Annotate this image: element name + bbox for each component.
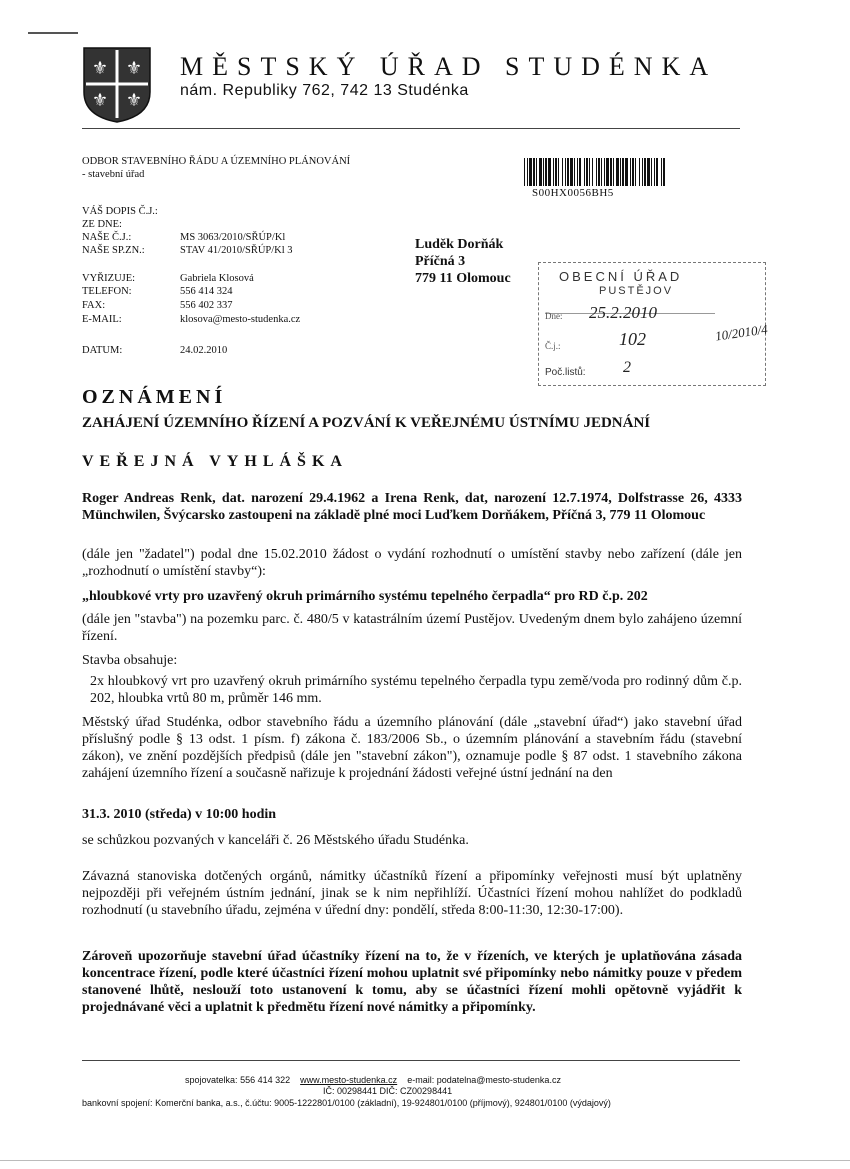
barcode-bar <box>555 158 557 186</box>
stamp-side-note: 10/2010/4 <box>714 321 769 344</box>
footer-contact <box>185 1075 561 1085</box>
barcode-bar <box>533 158 535 186</box>
department <box>82 155 350 181</box>
stamp-date: 25.2.2010 <box>589 303 657 322</box>
svg-text:⚜: ⚜ <box>125 90 143 111</box>
barcode-bar <box>625 158 628 186</box>
barcode-bar <box>584 158 585 186</box>
svg-text:⚜: ⚜ <box>91 58 109 79</box>
barcode-bar <box>639 158 640 186</box>
notice-paragraph: Zároveň upozorňuje stavební úřad účastníky řízení na to, že v řízeních, ve kterých je uplatňována zásada koncentrace řízení, podle které účastníci řízení mohou uplatnit své připomínky nebo námitky pouze v předem stanovené lhůtě, neslouží toto ustanovení k tomu, aby se účastníci řízení mohli opětovně vyjádřit k projednávané věci a uplatnit k předmětu řízení nové námitky a připomínky. <box>82 949 742 1015</box>
meta-value: 556 402 337 <box>180 300 233 311</box>
stamp-date-label: Dne: <box>545 311 563 321</box>
hearing-date: 31.3. 2010 (středa) v 10:00 hodin <box>82 807 277 822</box>
public-notice-label: VEŘEJNÁ VYHLÁŠKA <box>82 453 348 470</box>
barcode-bar <box>654 158 655 186</box>
barcode-bar <box>558 158 559 186</box>
barcode-bar <box>647 158 650 186</box>
footer-phone-label: spojovatelka: <box>185 1075 238 1085</box>
meta-value: klosova@mesto-studenka.cz <box>180 314 301 325</box>
body-paragraph: Stavba obsahuje: <box>82 653 178 668</box>
meta-value: STAV 41/2010/SŘÚP/Kl 3 <box>180 245 293 256</box>
barcode-bar <box>553 158 554 186</box>
barcode-bar <box>579 158 581 186</box>
barcode-bar <box>548 158 551 186</box>
meta-label: E-MAIL: <box>82 314 122 325</box>
body-paragraph: 2x hloubkový vrt pro uzavřený okruh primárního systému tepelného čerpadla typu země/voda pro rodinný dům č.p. 202, hloubka vrtů 80 m, průměr 146 mm. <box>90 674 742 706</box>
stamp-cj-label: Č.j.: <box>545 341 561 351</box>
barcode-bar <box>630 158 631 186</box>
coat-of-arms-icon <box>82 46 152 124</box>
department-sub: - stavební úřad <box>82 169 145 180</box>
meta-label: TELEFON: <box>82 286 132 297</box>
barcode-bar <box>644 158 646 186</box>
meta-label: VYŘIZUJE: <box>82 273 136 284</box>
barcode-bar <box>527 158 528 186</box>
meta-value: 24.02.2010 <box>180 345 228 356</box>
meta-label: DATUM: <box>82 345 123 356</box>
stamp-count: 2 <box>623 359 631 376</box>
meta-label: ZE DNE: <box>82 219 122 230</box>
body-paragraph: (dále jen "žadatel") podal dne 15.02.2010 žádost o vydání rozhodnutí o umístění stavby nebo zařízení (dále jen „rozhodnutí o umístění stavby“): <box>82 547 742 579</box>
footer-bank-details: Komerční banka, a.s., č.účtu: 9005-1222801/0100 (základní), 19-924801/0100 (příjmový), 924801/0100 (výdajový) <box>155 1098 611 1108</box>
footer-phone: 556 414 322 <box>240 1075 291 1085</box>
barcode-bar <box>663 158 665 186</box>
footer-bank <box>82 1098 611 1108</box>
barcode-bar <box>539 158 542 186</box>
stamp-cj: 102 <box>619 329 646 349</box>
document-heading: OZNÁMENÍ <box>82 386 227 408</box>
scan-mark <box>28 32 78 34</box>
barcode-number: S00HX0056BH5 <box>532 187 614 199</box>
barcode-bar <box>586 158 588 186</box>
footer-bank-label: bankovní spojení: <box>82 1098 153 1108</box>
document-subtitle: ZAHÁJENÍ ÚZEMNÍHO ŘÍZENÍ A POZVÁNÍ K VEŘEJNÉMU ÚSTNÍMU JEDNÁNÍ <box>82 415 651 431</box>
footer-divider <box>82 1060 740 1061</box>
footer-web-link[interactable]: www.mesto-studenka.cz <box>300 1075 398 1085</box>
scan-edge <box>0 1160 850 1161</box>
barcode-bar <box>567 158 569 186</box>
recipient-name: Luděk Dorňák <box>415 237 504 252</box>
barcode-bar <box>651 158 652 186</box>
barcode-bar <box>620 158 621 186</box>
recipient-address <box>415 236 511 287</box>
barcode-bar <box>616 158 619 186</box>
stamp-office: OBECNÍ ÚŘAD <box>559 269 683 284</box>
barcode <box>524 158 666 186</box>
body-paragraph: se schůzkou pozvaných v kanceláři č. 26 Městského úřadu Studénka. <box>82 833 469 848</box>
barcode-bar <box>642 158 643 186</box>
applicants-paragraph: Roger Andreas Renk, dat. narození 29.4.1962 a Irena Renk, dat, narození 12.7.1974, Dolfstrasse 26, 4333 Münchwilen, Švýcarsko zastoupeni na základě plné moci Luďkem Dorňákem, Příčná 3, 779 11 Olomouc <box>82 491 742 523</box>
barcode-bar <box>570 158 573 186</box>
barcode-bar <box>613 158 614 186</box>
receipt-stamp <box>538 262 769 386</box>
body-paragraph: Závazná stanoviska dotčených orgánů, námitky účastníků řízení a připomínky veřejnosti musí být uplatněny nejpozději při veřejném ústním jednání, jinak se k nim nepřihlíží. Účastníci řízení mohou nahlížet do podkladů rozhodnutí (u stavebního úřadu, zejména v úřední dny: pondělí, středa 8:00-11:30, 12:30-17:00). <box>82 869 742 918</box>
footer-ic: IČ: 00298441 DIČ: CZ00298441 <box>323 1086 453 1096</box>
barcode-bar <box>545 158 547 186</box>
body-paragraph: Městský úřad Studénka, odbor stavebního řádu a územního plánování (dále „stavební úřad“) jako stavební úřad příslušný podle § 13 odst. 1 písm. f) zákona č. 183/2006 Sb., o územním plánování a stavebním řádu (stavební zákon), ve znění pozdějších předpisů (dále jen "stavební zákon"), oznamuje podle § 87 odst. 1 stavebního zákona zahájení územního řízení a současně nařizuje k projednání žádosti veřejné ústní jednání na den <box>82 715 742 781</box>
barcode-bar <box>577 158 578 186</box>
svg-text:⚜: ⚜ <box>125 58 143 79</box>
recipient-city: 779 11 Olomouc <box>415 271 511 286</box>
barcode-bar <box>598 158 600 186</box>
barcode-bar <box>606 158 609 186</box>
barcode-bar <box>574 158 575 186</box>
meta-label: NAŠE Č.J.: <box>82 232 132 243</box>
office-address: nám. Republiky 762, 742 13 Studénka <box>180 82 469 99</box>
barcode-bar <box>596 158 597 186</box>
meta-value: MS 3063/2010/SŘÚP/Kl <box>180 232 286 243</box>
meta-label: VÁŠ DOPIS Č.J.: <box>82 206 158 217</box>
barcode-bar <box>661 158 662 186</box>
meta-label: NAŠE SP.ZN.: <box>82 245 145 256</box>
recipient-street: Příčná 3 <box>415 254 466 269</box>
meta-label: FAX: <box>82 300 106 311</box>
barcode-bar <box>562 158 563 186</box>
footer-email[interactable]: podatelna@mesto-studenka.cz <box>436 1075 561 1085</box>
barcode-bar <box>529 158 532 186</box>
barcode-bar <box>524 158 525 186</box>
meta-value: 556 414 324 <box>180 286 233 297</box>
barcode-bar <box>592 158 593 186</box>
meta-value: Gabriela Klosová <box>180 273 254 284</box>
barcode-bar <box>632 158 634 186</box>
barcode-bar <box>565 158 566 186</box>
svg-text:⚜: ⚜ <box>91 90 109 111</box>
office-title: MĚSTSKÝ ÚŘAD STUDÉNKA <box>180 52 718 81</box>
barcode-bar <box>536 158 537 186</box>
barcode-bar <box>604 158 605 186</box>
project-title: „hloubkové vrty pro uzavřený okruh primárního systému tepelného čerpadla“ pro RD č.p. 202 <box>82 589 648 604</box>
body-paragraph: (dále jen "stavba") na pozemku parc. č. 480/5 v katastrálním území Pustějov. Uvedeným dnem bylo zahájeno územní řízení. <box>82 612 742 644</box>
department-name: ODBOR STAVEBNÍHO ŘÁDU A ÚZEMNÍHO PLÁNOVÁNÍ <box>82 156 351 167</box>
footer-email-label: e-mail: <box>407 1075 435 1085</box>
barcode-bar <box>601 158 602 186</box>
stamp-town: PUSTĚJOV <box>599 285 674 297</box>
header-divider <box>82 128 740 129</box>
barcode-bar <box>589 158 590 186</box>
barcode-bar <box>635 158 636 186</box>
barcode-bar <box>656 158 658 186</box>
barcode-bar <box>622 158 624 186</box>
stamp-count-label: Poč.listů: <box>545 367 586 378</box>
barcode-bar <box>543 158 544 186</box>
barcode-bar <box>610 158 612 186</box>
